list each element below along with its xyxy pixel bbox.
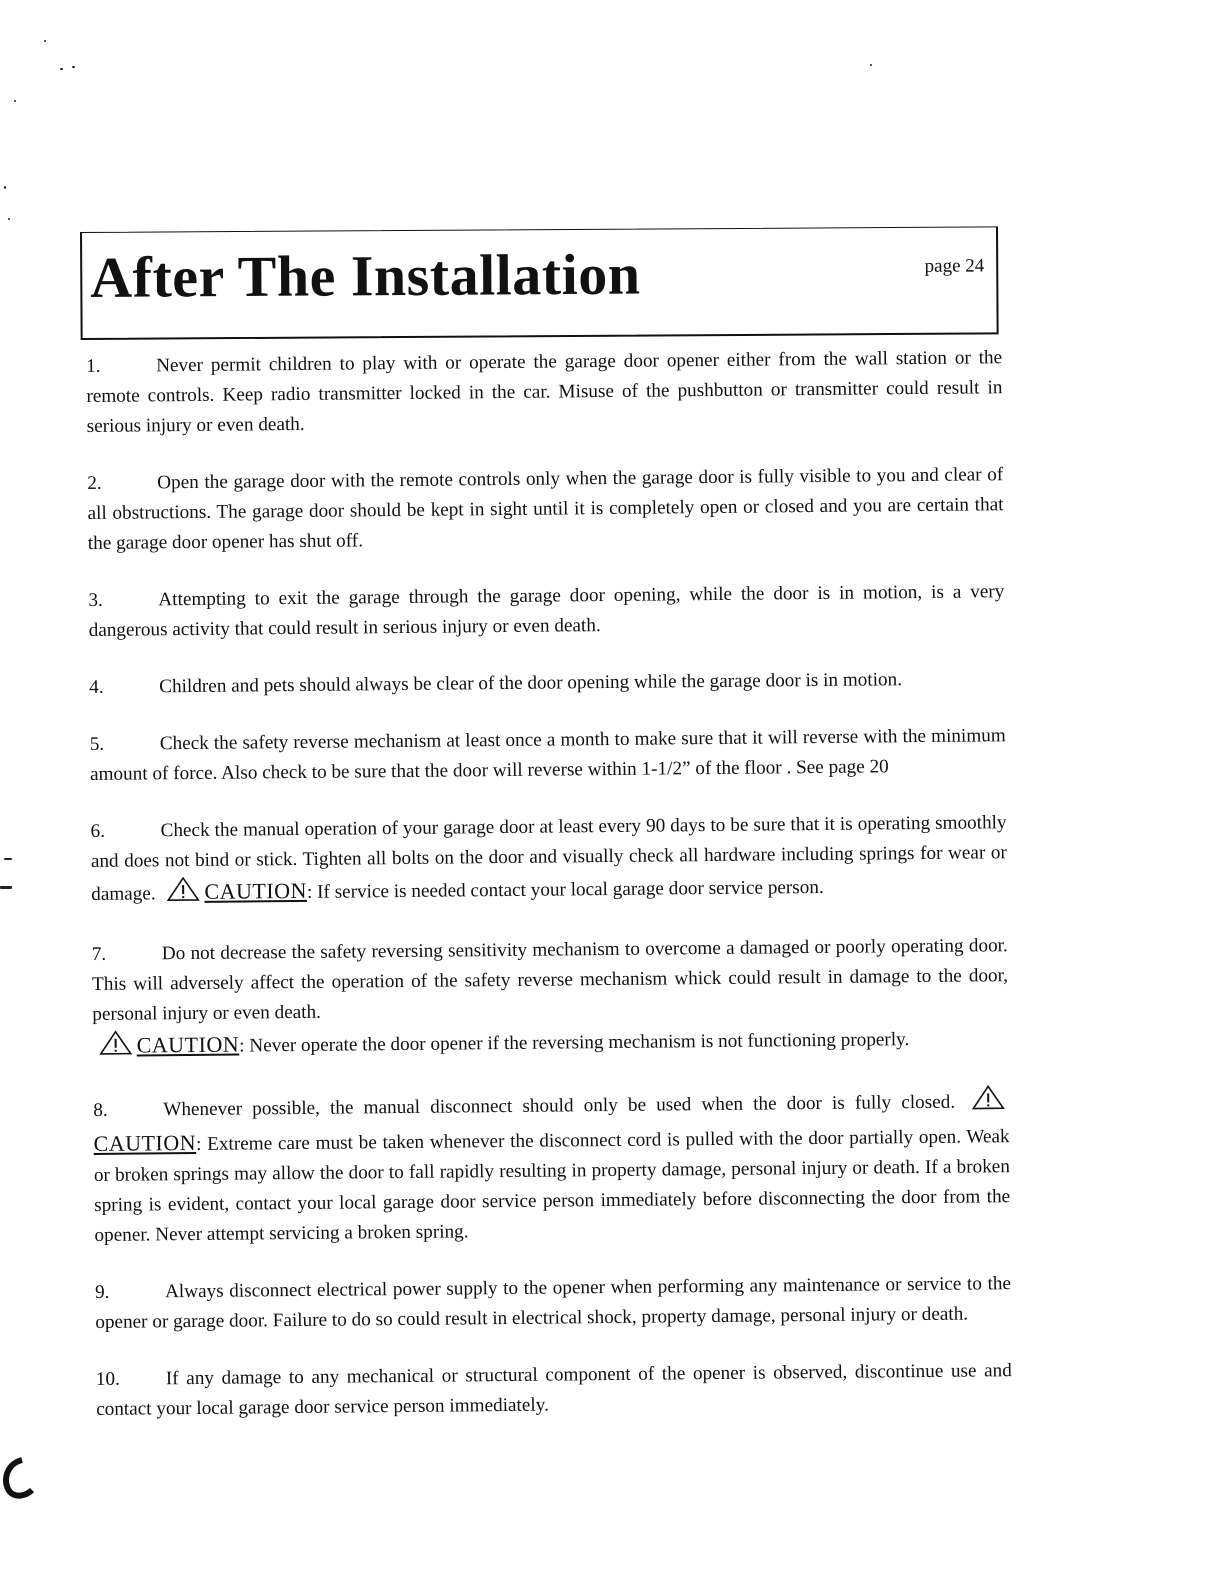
item-text: : Extreme care must be taken whenever the disconnect cord is pulled with the door partially open. Weak or broken springs may allow the door to fall rapidly resulting in property damage, personal injury or death. If a broken spring is evident, contact your local garage door service person immediately before disconnecting the door from the opener. Never attempt servicing a broken spring.: [93, 1126, 1011, 1246]
item-number: 6.: [90, 820, 106, 842]
list-item-7: [92, 931, 1009, 1066]
item-text: : Never operate the door opener if the reversing mechanism is not functioning properly.: [239, 1029, 910, 1057]
warning-triangle-icon: [971, 1084, 1005, 1120]
item-text: : If service is needed contact your local garage door service person.: [306, 876, 824, 903]
item-number: 5.: [89, 733, 105, 755]
item-number: 2.: [87, 472, 102, 494]
item-number: 10.: [95, 1368, 120, 1390]
item-text: Never permit children to play with or operate the garage door opener either from the wall station or the remote controls. Keep radio transmitter locked in the car. Misuse of the pushbutton or transmitter could result in serious injury or even death.: [86, 347, 1003, 437]
item-text: Attempting to exit the garage through the garage door opening, while the door is in motion, is a very dangerous activity that could result in serious injury or even death.: [88, 581, 1005, 641]
scan-speck: [4, 186, 6, 189]
scan-speck: [8, 218, 10, 220]
item-text: Children and pets should always be clear of the door opening while the garage door is in motion.: [159, 669, 903, 698]
item-number: 4.: [89, 676, 104, 698]
list-item-4: [89, 664, 1005, 703]
caution-label: CAUTION: [136, 1031, 240, 1058]
item-text: Always disconnect electrical power supply to the opener when performing any maintenance or service to the opener or garage door. Failure to do so could result in electrical shock, property damage, personal injury or death.: [95, 1273, 1012, 1333]
scan-speck: [14, 100, 16, 102]
list-item-2: [87, 460, 1004, 559]
item-text: Open the garage door with the remote controls only when the garage door is fully visible to you and clear of all obstructions. The garage door should be kept in sight until it is completely open or closed and you are certain that the garage door opener has shut off.: [87, 464, 1004, 554]
page-title: After The Installation: [90, 241, 641, 310]
caution-label: CAUTION: [93, 1129, 197, 1156]
item-text: Check the safety reverse mechanism at least once a month to make sure that it will reverse with the minimum amount of force. Also check to be sure that the door will reverse within 1-1/2” of the floor . See page 20: [89, 725, 1006, 785]
item-text: Whenever possible, the manual disconnect should only be used when the door is fully closed.: [163, 1091, 956, 1121]
item-number: 1.: [86, 355, 101, 377]
scan-speck: [72, 66, 75, 68]
list-item-8: [93, 1084, 1010, 1251]
item-text: Do not decrease the safety reversing sensitivity mechanism to overcome a damaged or poorly operating door. This will adversely affect the operation of the safety reverse mechanism whick could result in damage to the door, personal injury or even death.: [91, 935, 1009, 1025]
page-number: page 24: [924, 255, 985, 277]
item-number: 8.: [93, 1099, 108, 1121]
item-number: 3.: [88, 589, 103, 611]
list-item-1: [86, 343, 1003, 442]
scan-speck: [44, 40, 46, 42]
instruction-list: [86, 343, 1013, 1452]
binding-hole-mark: [0, 1452, 40, 1502]
item-number: 9.: [94, 1281, 110, 1303]
warning-triangle-icon: [99, 1030, 133, 1066]
item-number: 7.: [91, 943, 107, 965]
list-item-5: [90, 721, 1007, 790]
header-box: [80, 226, 999, 340]
scan-speck: [60, 68, 63, 70]
warning-triangle-icon: [166, 876, 200, 912]
item-text: If any damage to any mechanical or structural component of the opener is observed, discontinue use and contact your local garage door service person immediately.: [96, 1360, 1012, 1420]
scan-speck: [870, 64, 872, 66]
scan-speck: [0, 886, 12, 889]
list-item-6: [90, 808, 1007, 913]
caution-label: CAUTION: [204, 877, 308, 904]
list-item-9: [95, 1269, 1012, 1338]
item-text: Check the manual operation of your garage door at least every 90 days to be sure that it is operating smoothly and does not bind or stick. Tighten all bolts on the door and visually check all hardware including springs for wear or damage.: [90, 812, 1007, 905]
scan-speck: [4, 858, 12, 860]
list-item-3: [88, 577, 1005, 646]
list-item-10: [96, 1356, 1013, 1425]
